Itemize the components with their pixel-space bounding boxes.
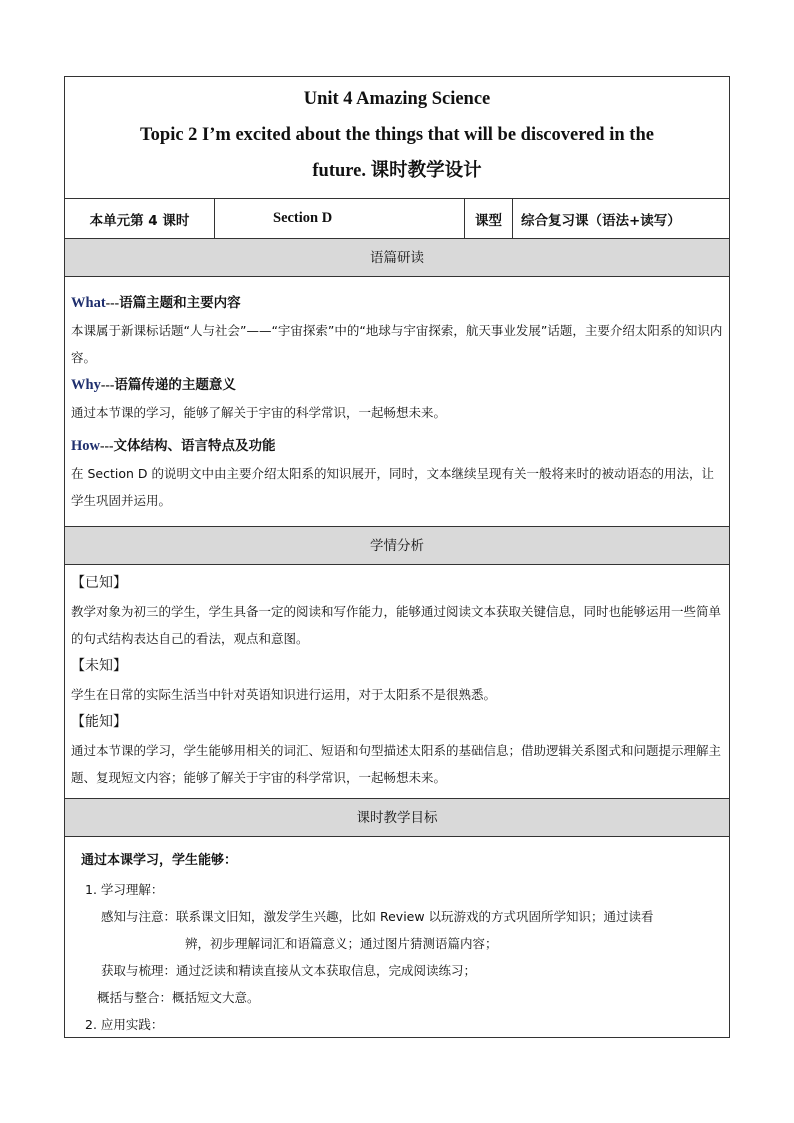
- known-text: 教学对象为初三的学生，学生具备一定的阅读和写作能力，能够通过阅读文本获取关键信息，同时也能够运用一些简单的句式结构表达自己的看法，观点和意图。: [71, 604, 722, 646]
- how-heading: [71, 432, 723, 460]
- goal-sub-summarize-label: 概括与整合：: [97, 990, 173, 1005]
- why-label: Why: [71, 377, 101, 393]
- goal-sub-acquire-text: 通过泛读和精读直接从文本获取信息，完成阅读练习；: [176, 963, 477, 978]
- able-text: 通过本节课的学习，学生能够用相关的词汇、短语和句型描述太阳系的基础信息；借助逻辑关系图式和问题提示理解主题、复现短文内容；能够了解关于宇宙的科学常识，一起畅想未来。: [71, 743, 722, 785]
- analysis-content: [65, 565, 729, 799]
- goal-sub-perceive-text: 联系课文旧知，激发学生兴趣，比如 Review 以玩游戏的方式巩固所学知识；通过读看: [176, 909, 654, 924]
- why-heading: [71, 371, 723, 399]
- goal-sub-perceive: [81, 903, 723, 930]
- lesson-number-cell: 本单元第 4 课时: [65, 199, 215, 238]
- lesson-type-label: 课型: [465, 199, 513, 238]
- goal-sub-perceive-label: 感知与注意：: [101, 909, 177, 924]
- how-dash: ---: [100, 438, 114, 453]
- what-title: 语篇主题和主要内容: [119, 295, 241, 311]
- analysis-header: 学情分析: [65, 527, 729, 565]
- how-text: 在 Section D 的说明文中由主要介绍太阳系的知识展开，同时，文本继续呈现有关一般将来时的被动语态的用法，让学生巩固并运用。: [71, 466, 714, 508]
- why-text: 通过本节课的学习，能够了解关于宇宙的科学常识，一起畅想未来。: [71, 405, 447, 420]
- reading-header: 语篇研读: [65, 239, 729, 277]
- what-heading: [71, 289, 723, 317]
- unknown-label: 【未知】: [71, 658, 127, 674]
- why-dash: ---: [100, 377, 115, 392]
- goals-header: 课时教学目标: [65, 799, 729, 837]
- topic-title-line1: Topic 2 I’m excited about the things that will be discovered in the: [140, 125, 654, 145]
- able-label: 【能知】: [71, 714, 127, 730]
- section-cell: Section D: [215, 199, 465, 238]
- goal-sub-summarize: [81, 984, 723, 1011]
- goal-sub-acquire: [81, 957, 723, 984]
- unknown-text: 学生在日常的实际生活当中针对英语知识进行运用，对于太阳系不是很熟悉。: [71, 687, 497, 702]
- goals-content: [65, 837, 729, 1037]
- lesson-type-value: 综合复习课（语法+读写）: [521, 212, 681, 229]
- goals-lead: 通过本课学习，学生能够：: [81, 853, 238, 868]
- why-title: 语篇传递的主题意义: [114, 377, 236, 393]
- how-label: How: [71, 438, 100, 454]
- title-block: [65, 77, 729, 199]
- what-dash: ---: [105, 295, 120, 310]
- how-title: 文体结构、语言特点及功能: [113, 438, 276, 454]
- goal-sub-perceive-text-cont: 辨，初步理解词汇和语篇意义；通过图片猜测语篇内容；: [185, 936, 498, 951]
- what-label: What: [71, 295, 106, 311]
- goal-sub-acquire-label: 获取与梳理：: [101, 963, 177, 978]
- topic-title-line2: future. 课时教学设计: [312, 161, 482, 181]
- goal-item-2: 2. 应用实践：: [85, 1017, 164, 1032]
- known-label: 【已知】: [71, 575, 127, 591]
- reading-content: [65, 277, 729, 527]
- what-text: 本课属于新课标话题“人与社会”——“宇宙探索”中的“地球与宇宙探索，航天事业发展”话题，主要介绍太阳系的知识内容。: [71, 323, 723, 365]
- goal-item-1: 1. 学习理解：: [85, 882, 164, 897]
- lesson-info-row: [65, 199, 729, 239]
- lesson-plan-table: [64, 76, 730, 1038]
- goal-sub-summarize-text: 概括短文大意。: [172, 990, 260, 1005]
- unit-title: Unit 4 Amazing Science: [303, 89, 491, 109]
